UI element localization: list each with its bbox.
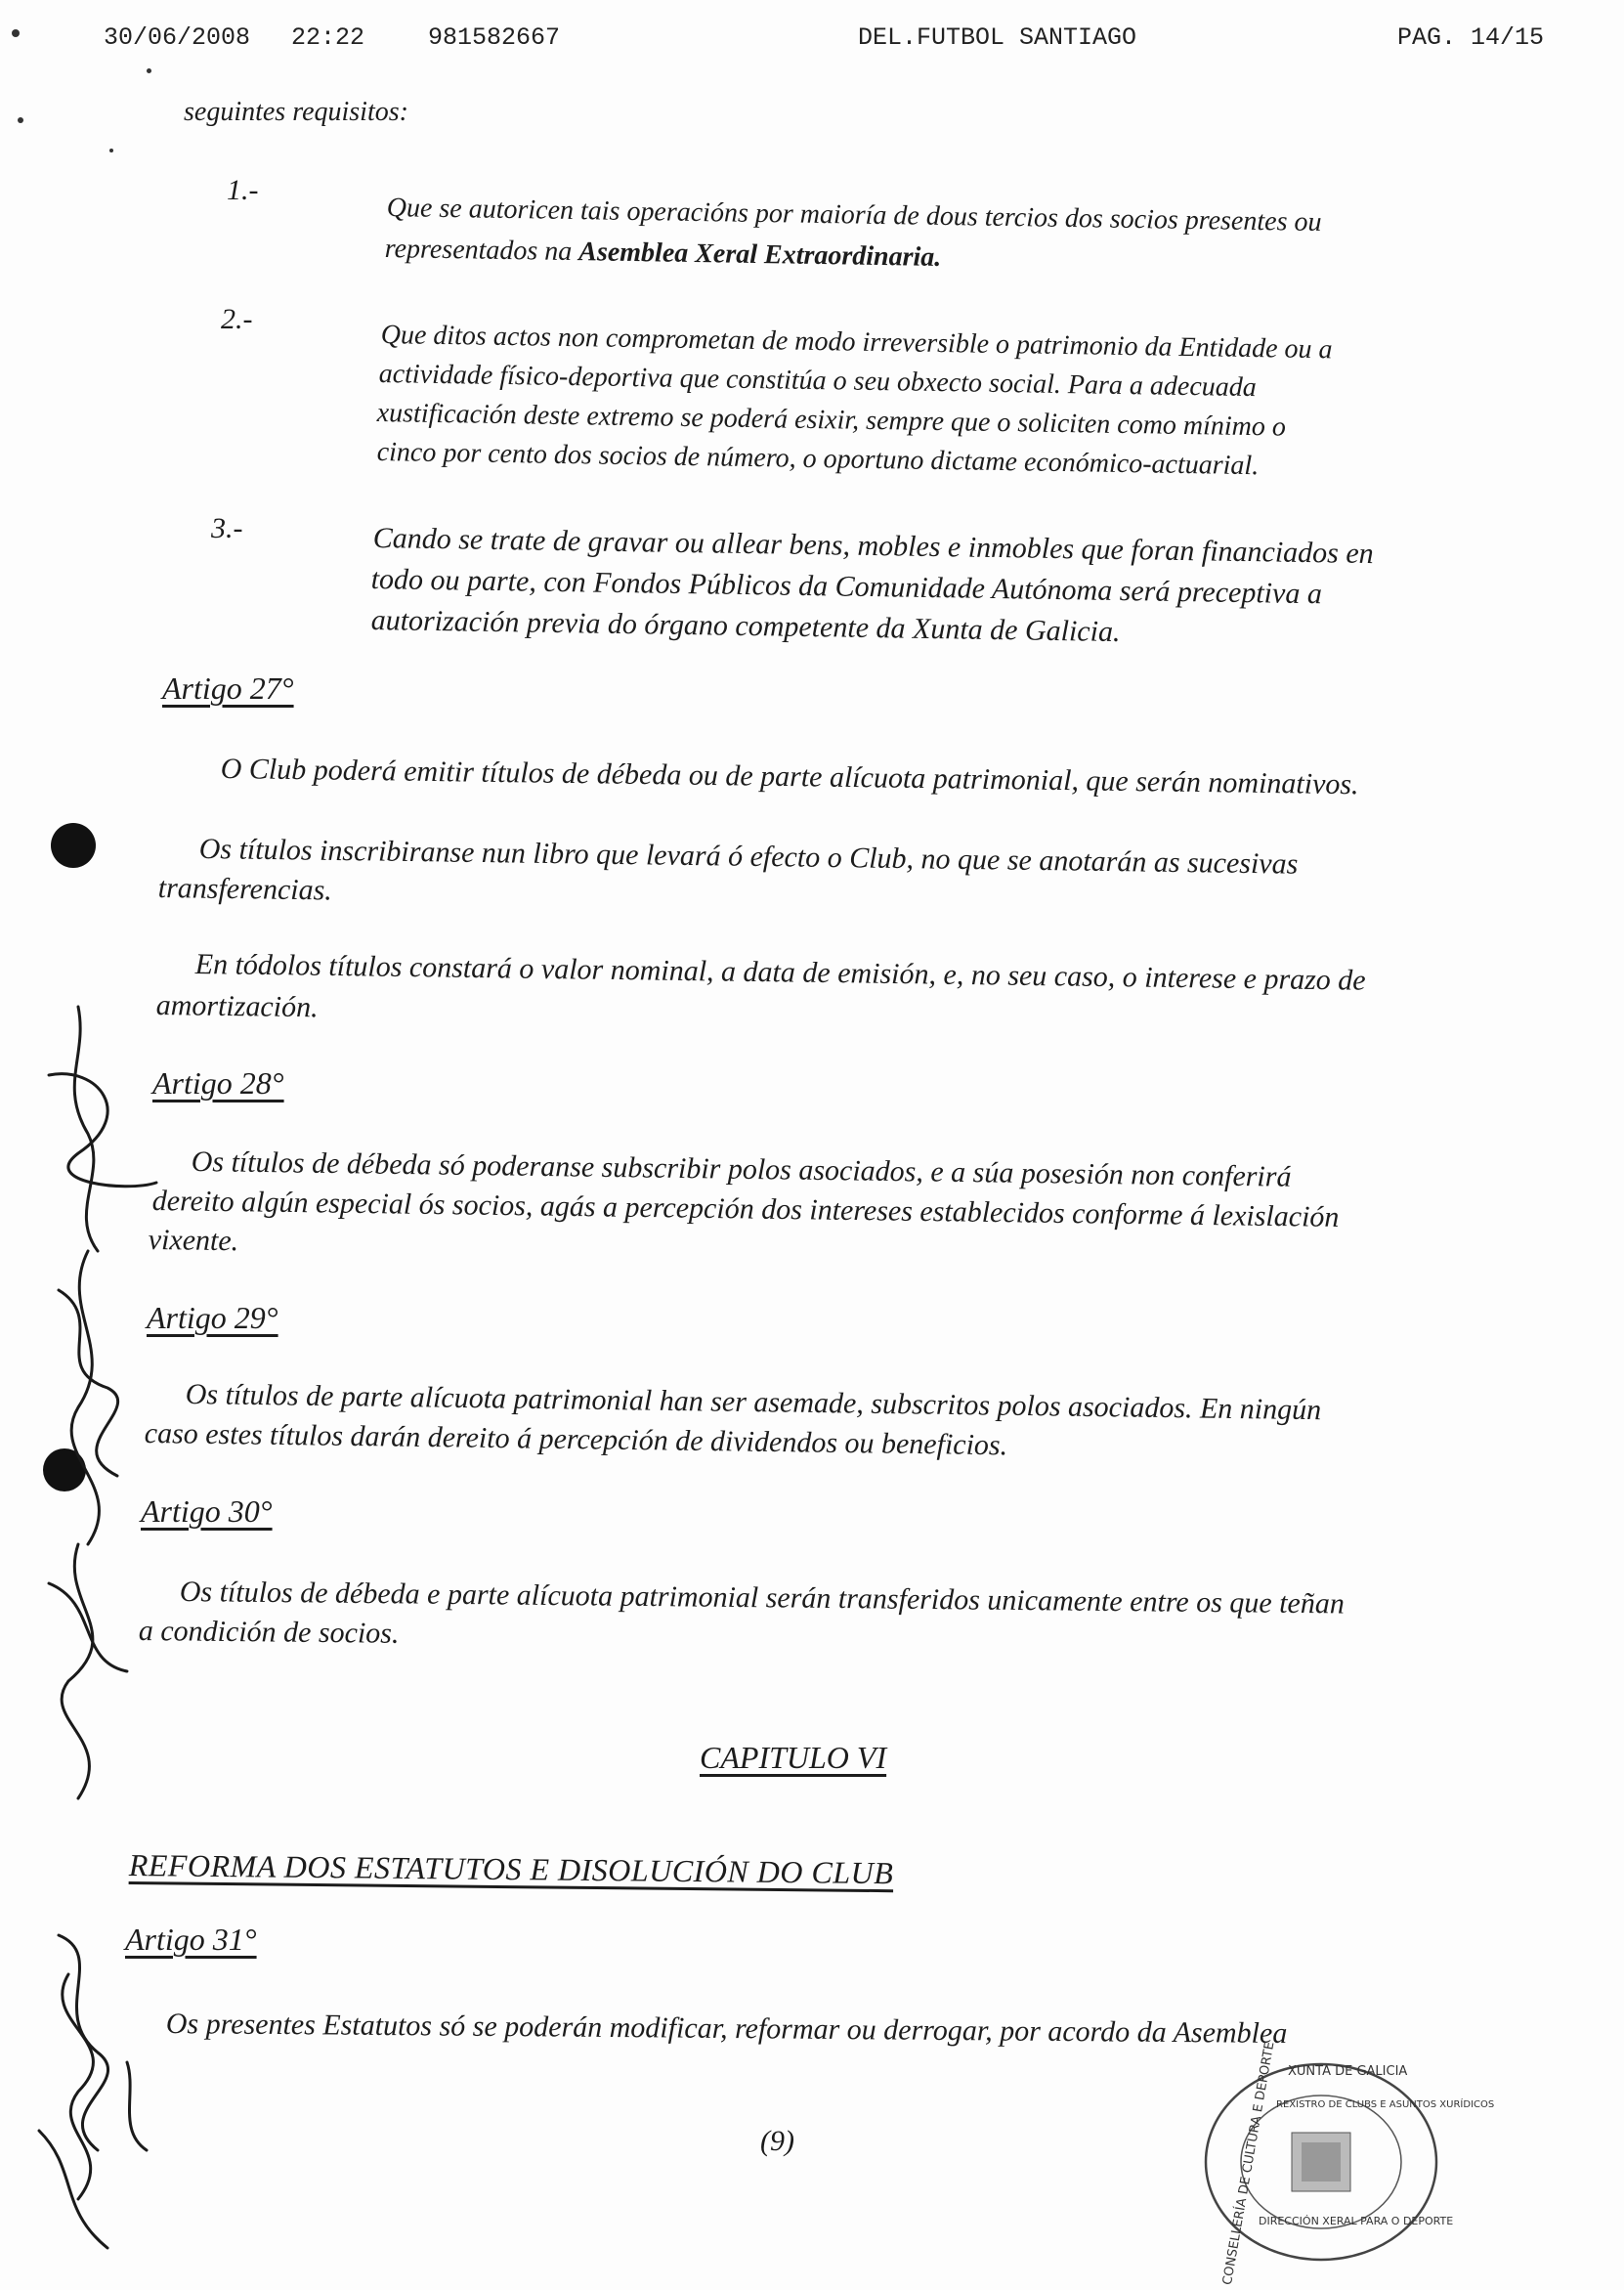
signature-mark	[20, 997, 205, 2258]
article-paragraph: vixente.	[148, 1224, 239, 1258]
article-paragraph: O Club poderá emitir títulos de débeda ou de parte alícuota patrimonial, que serán nominativos.	[220, 753, 1359, 801]
article-paragraph: a condición de socios.	[138, 1615, 400, 1650]
fax-speck	[18, 117, 23, 123]
requirement-number: 3.-	[211, 512, 243, 544]
requirement-line	[384, 233, 941, 275]
fax-speck	[12, 29, 20, 37]
fax-speck	[109, 149, 113, 152]
article-paragraph: En tódolos títulos constará o valor nominal, a data de emisión, e, no seu caso, o interese e prazo de	[194, 948, 1366, 997]
stamp-text: XUNTA DE GALICIA	[1288, 2064, 1408, 2079]
article-paragraph: amortización.	[155, 989, 319, 1024]
fax-number: 981582667	[428, 23, 561, 52]
article-paragraph: Os títulos de débeda só poderanse subscribir polos asociados, e a súa posesión non conferirá	[191, 1145, 1292, 1193]
article-heading: Artigo 27°	[162, 670, 294, 706]
fax-header	[0, 23, 1624, 63]
article-heading: Artigo 31°	[125, 1922, 257, 1957]
requirement-line: cinco por cento dos socios de número, o oportuno dictame económico-actuarial.	[376, 436, 1260, 482]
requirement-line: Que se autoricen tais operacións por maioría de dous tercios dos socios presentes ou	[386, 192, 1322, 238]
requirement-line: actividade físico-deportiva que constitúa o seu obxecto social. Para a adecuada	[378, 358, 1258, 404]
fax-page-indicator: PAG. 14/15	[1397, 23, 1545, 52]
article-paragraph: Os presentes Estatutos só se poderán modificar, reformar ou derrogar, por acordo da Asemblea	[165, 2008, 1288, 2051]
chapter-heading: CAPITULO VI	[700, 1740, 887, 1775]
article-heading: Artigo 29°	[147, 1300, 278, 1335]
article-heading: Artigo 28°	[152, 1065, 284, 1101]
fax-sender: DEL.FUTBOL SANTIAGO	[858, 23, 1137, 52]
requirement-line: Cando se trate de gravar ou allear bens, mobles e inmobles que foran financiados en	[372, 522, 1374, 571]
requirement-line: Que ditos actos non comprometan de modo irreversible o patrimonio da Entidade ou a	[380, 319, 1333, 366]
intro-text: seguintes requisitos:	[184, 97, 408, 127]
requirement-emphasis: representados na Asemblea Xeral Extraordinaria.	[384, 233, 942, 273]
article-paragraph: caso estes títulos darán dereito á percepción de dividendos ou beneficios.	[144, 1417, 1008, 1462]
stamp-text: CONSELLERÍA DE CULTURA E DEPORTE	[1219, 2040, 1278, 2287]
official-stamp	[1194, 2040, 1495, 2287]
article-paragraph: dereito algún especial ós socios, agás a percepción dos intereses establecidos conforme á lexislación	[151, 1185, 1340, 1233]
page-number: (9)	[760, 2125, 794, 2157]
stamp-text: DIRECCIÓN XERAL PARA O DEPORTE	[1259, 2215, 1454, 2227]
requirement-number: 2.-	[221, 303, 253, 335]
article-heading: Artigo 30°	[141, 1493, 273, 1529]
article-paragraph: Os títulos de parte alícuota patrimonial han ser asemade, subscritos polos asociados. En ningún	[185, 1378, 1322, 1427]
fax-date: 30/06/2008	[104, 23, 251, 52]
requirement-line: todo ou parte, con Fondos Públicos da Comunidade Autónoma será preceptiva a	[370, 563, 1323, 611]
punch-hole	[51, 823, 96, 868]
fax-time: 22:22	[291, 23, 365, 52]
article-paragraph: Os títulos de débeda e parte alícuota patrimonial serán transferidos unicamente entre os que teñan	[179, 1576, 1346, 1620]
fax-speck	[147, 68, 151, 73]
requirement-number: 1.-	[227, 174, 259, 206]
requirement-line: autorización previa do órgano competente da Xunta de Galicia.	[370, 604, 1121, 649]
chapter-title: REFORMA DOS ESTATUTOS E DISOLUCIÓN DO CLUB	[128, 1847, 894, 1891]
article-paragraph: transferencias.	[157, 872, 333, 907]
requirement-line: xustificación deste extremo se poderá esixir, sempre que o soliciten como mínimo o	[376, 397, 1287, 443]
article-paragraph: Os títulos inscribiranse nun libro que levará ó efecto o Club, no que se anotarán as sucesivas	[198, 833, 1299, 881]
stamp-text: REXISTRO DE CLUBS E ASUNTOS XURÍDICOS	[1276, 2099, 1495, 2110]
